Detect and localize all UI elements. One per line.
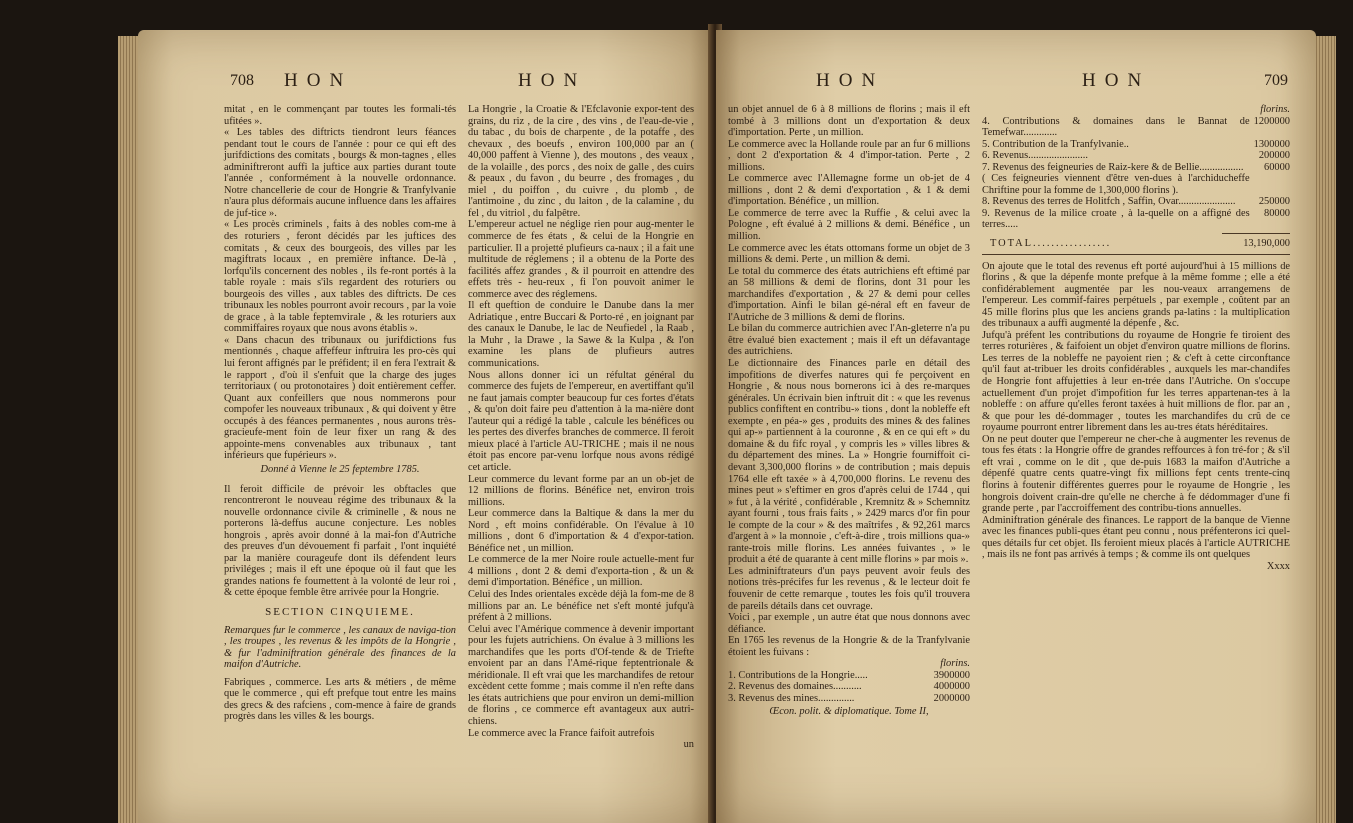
paragraph: On ajoute que le total des revenus eft porté aujourd'hui à 15 millions de florins , & que la dépenfe monte prefque à la même fomme ; elle a été confidérablement augmentée par les nou-veaux arrangemens de l'empereur. Les commif-faires perpétuels , par exemple , coûtent par an 45 mille florins plus que les anciens grands pa-latins : la multiplication des tribunaux a auffi augmenté la dépenfe , &c. <box>982 260 1290 330</box>
page-number-right: 709 <box>1264 72 1288 89</box>
total-value: 13,190,000 <box>1243 238 1290 250</box>
paragraph: mitat , en le commençant par toutes les formali-tés ufitées ». <box>224 104 456 127</box>
paragraph: Leur commerce dans la Baltique & dans la mer du Nord , eft moins confidérable. On l'évalue à 10 millions , dont 6 d'importation & 4 d'expor-tation. Bénéfice net , un million. <box>468 508 694 554</box>
paragraph: Celui des Indes orientales excède déjà la fom-me de 8 millions par an. Le bénéfice net s'eft monté jufqu'à préfent à 2 millions. <box>468 588 694 624</box>
row-label: 1. Contributions de la Hongrie..... <box>728 669 868 681</box>
left-page <box>138 30 713 823</box>
catchword: Xxxx <box>1266 560 1290 572</box>
right-page <box>716 30 1316 823</box>
row-label: 3. Revenus des mines.............. <box>728 692 855 704</box>
row-label: 8. Revenus des terres de Holitfch , Saffin, Ovar...................... <box>982 196 1236 208</box>
table-row <box>982 162 1290 174</box>
page-edges-left <box>118 36 138 823</box>
paragraph: Il eft queftion de conduire le Danube dans la mer Adriatique , entre Buccari & Porto-ré , en joignant par des canaux le Danube, le lac de Neufiedel , la Raab , la Muhr , la Drawe , la Sawe & la Kulpa , & l'on examine les plans de plufieurs autres communications. <box>468 300 694 370</box>
revenue-table-a <box>728 670 970 705</box>
paragraph: Le commerce avec la France faifoit autrefois <box>468 727 655 739</box>
page-number-left: 708 <box>230 72 254 89</box>
table-row <box>982 173 1290 196</box>
right-column-1 <box>728 104 970 718</box>
paragraph: Jufqu'à préfent les contributions du royaume de Hongrie fe tiroient des terres roturières , & faifoient un objet d'environ quatre millions de florins. Les terres de la nobleffe ne payoient rien ; & c'eft à cette circonftance qu'il faut at-tribuer les droits confidérables , auxquels les mar-chandifes de Hongrie font affujetties à leur en-trée dans l'Autriche. On s'occupe actuellement d'un projet d'impofition fur les terres appartenan-tes à la nobleffe : on affure qu'elles feront taxées à huit millions de flor. par an , & que pour les dé-dommager , toutes les marchandifes du crû de ce royaume pourront entrer librement dans les au-tres états héréditaires. <box>982 329 1290 434</box>
paragraph: Le commerce avec l'Allemagne forme un ob-jet de 4 millions , dont 2 & demi d'exportation , & 1 & demi d'importation. Bénéfice , un million. <box>728 173 970 208</box>
row-note: ( Ces feigneuries viennent d'être ven-dues à l'archiducheffe Chriftine pour la fomme de 1,300,000 florins ). <box>982 173 1250 196</box>
row-value: 60000 <box>1264 161 1290 173</box>
paragraph: Le commerce avec la Hollande roule par an fur 6 millions , dont 2 d'exportation & 4 d'impor-tation. Perte , 2 millions. <box>728 138 970 173</box>
row-value <box>1250 173 1290 196</box>
paragraph: Le total du commerce des états autrichiens eft eftimé par an 58 millions & demi de florins, dont 31 pour les marchandifes d'exportation , & 27 & demi pour celles d'importation. Ainfi le bilan gé-néral eft en faveur de l'Autriche de 3 millions & demi de florins. <box>728 265 970 323</box>
table-row <box>982 139 1290 151</box>
paragraph: Celui avec l'Amérique commence à devenir important pour les fujets autrichiens. On évalue à 3 millions les marchandifes que les ports d'Of-tende & de Triefte envoient par an dans l'Amé-rique feptentrionale & méridionale. Il eft vrai que les marchandifes de retour excèdent cette fomme ; mais comme il n'en refte dans les états autrichiens que pour environ un demi-million de florins , ce commerce eft avantageux aux autri-chiens. <box>468 623 694 727</box>
paragraph: Le bilan du commerce autrichien avec l'An-gleterre n'a pu être évalué bien exactement ; mais il eft un défavantage des autrichiens. <box>728 323 970 358</box>
row-value: 1300000 <box>1253 138 1290 150</box>
row-label: 5. Contribution de la Tranfylvanie.. <box>982 138 1129 150</box>
table-row <box>982 208 1290 231</box>
paragraph: La Hongrie , la Croatie & l'Efclavonie expor-tent des grains, du riz , de la cire , des vins , de l'eau-de-vie , du tabac , du bois de charpente , de la potaffe , des chevaux , des boeufs , environ 100,000 par an ( 40,000 paffent à Vienne ), des moutons , des veaux , de la volaille , des porcs , des noix de galle , des cuirs & peaux , du favon , du beurre , des fromages , du miel , du poiffon , du cuivre , du plomb , de l'antimoine , du zinc , du laiton , de la calamine , du fel , du vitriol , du falpêtre. <box>468 104 694 219</box>
row-value: 200000 <box>1258 150 1290 162</box>
revenue-table-b <box>982 116 1290 231</box>
table-row <box>728 693 970 705</box>
signature-footer: Œcon. polit. & diplomatique. Tome II, <box>769 706 929 718</box>
page-edges-right <box>1316 36 1336 823</box>
table-row <box>982 196 1290 208</box>
row-label: 7. Revenus des feigneuries de Raiz-kere & de Bellie................. <box>982 161 1244 173</box>
running-head-right-b: HON <box>1082 70 1151 91</box>
running-head-left-a: HON <box>284 70 353 91</box>
running-head-left-b: HON <box>518 70 587 91</box>
running-head-right-a: HON <box>816 70 885 91</box>
row-value: 1200000 <box>1253 115 1290 127</box>
unit-label: florins. <box>1260 104 1290 115</box>
paragraph: Il feroit difficile de prévoir les obftacles que rencontreront le nouveau régime des tribunaux & la nouvelle ordonnance civile & criminelle , & nous ne porterons là-deffus aucune conjecture. Les nobles hongrois , après avoir donné à la mai-fon d'Autriche des preuves d'un dévouement fi parfait , l'ont inquiété par la manière courageufe dont ils défendent leurs priviléges ; mais il eft une époque où il faut que les grandes nations fe foumettent à la volonté de leur roi , & cette époque femble être arrivée pour la Hongrie. <box>224 483 456 599</box>
paragraph: Le commerce avec les états ottomans forme un objet de 3 millions & demi. Perte , un million & demi. <box>728 242 970 266</box>
paragraph: « Les procès criminels , faits à des nobles com-me à des roturiers , feront décidés par les juftices des comitats , & ceux des bourgeois, des villes par les magiftrats locaux , en première inftance. De-là , lorfqu'ils concernent des nobles , ils fe-ront portés à la table royale : mais s'ils regardent des roturiers ou bourgeois des villes , aux tables des diftricts. De ces tribunaux les nobles pourront avoir recours , par la voie de grace , à la table feptemvirale , & les roturiers aux commiffaires royaux que nous avons établis ». <box>224 219 456 335</box>
row-label: 9. Revenus de la milice croate , à la-quelle on a affigné des terres..... <box>982 207 1250 231</box>
paragraph: Le dictionnaire des Finances parle en détail des impofitions de diverfes natures qui fe perçoivent en Hongrie , & nous nous bornerons ici à des re-marques générales. Un écrivain bien inftruit dit : « que les revenus publics confiftent en contribu-» tions , dont la nobleffe eft exempte , en péa-» ges , produits des mines & des falines qui ap-» partiennent à la couronne , & en ce qui eft » du domaine & du fifc royal , y compris les » villes libres & du département des mines. La » Hongrie fourniffoit ci-devant 3,300,000 florins » de contribution ; mais depuis 1764 elle eft taxée » à 4,700,000 florins. Le revenu des mines peut » s'eftimer en gros d'après celui de 1744 , qui » fut , à la vérité , confidérable , Kremnitz & » Schemnitz ayant fourni , tous frais faits , » 2429 marcs d'or fin pour le compte de la cour » & des maîtrifes , & 92,261 marcs d'argent à » la monnoie , c'eft-à-dire , trois millions qua-» rante-trois mille florins. Les années fuivantes , » le produit a été de quarante à cent mille florins » par mois ». <box>728 358 970 566</box>
sum-rule <box>1222 233 1290 234</box>
table-row <box>728 670 970 682</box>
row-label: 6. Revenus....................... <box>982 150 1088 162</box>
left-column-1 <box>224 104 456 723</box>
paragraph: « Dans chacun des tribunaux ou jurifdictions fus mentionnés , chaque affeffeur inftruira les pro-cès qui lui feront affignés par le préfident; il en fera l'extrait & le rapport , d'où il s'enfuit que la charge des juges territoriaux ( ou protonotaires ) doit entièrement ceffer. Quant aux confeillers que nous nommerons pour compofer les nouveaux tribunaux , & qui doivent y être occupés à des féances permanentes , nous aurons très-gracieufe-ment foin de leur fixer un rang & des appointe-mens convenables aux tribunaux , tant inférieurs que fupérieurs ». <box>224 334 456 462</box>
unit-label: florins. <box>940 658 970 670</box>
table-row <box>982 116 1290 139</box>
table-row <box>982 150 1290 162</box>
row-label: 2. Revenus des domaines........... <box>728 681 862 693</box>
total-table <box>982 238 1290 250</box>
paragraph: L'empereur actuel ne néglige rien pour aug-menter le commerce de fes états , & celui de la Hongrie en particulier. Il a projetté plufieurs ca-naux ; il a fait une multitude de réglemens ; il a obtenu de la Porte des facilités affez grandes , & il pourroit en attendre des effets très - heu-reux , fi l'on pouvoit animer le commerce avec des réglemens. <box>468 219 694 300</box>
divider <box>982 254 1290 255</box>
paragraph: Fabriques , commerce. Les arts & métiers , de même que le commerce , qui eft prefque tout entre les mains des grecs & des rafciens , com-mence à faire de grands progrès dans les villes & les bourgs. <box>224 676 456 723</box>
paragraph: Leur commerce du levant forme par an un ob-jet de 12 millions de florins. Bénéfice net, environ trois millions. <box>468 473 694 508</box>
paragraph: Le commerce de la mer Noire roule actuelle-ment fur 4 millions , dont 2 & demi d'exporta-tion , & un & demi d'importation. Bénéfice , un million. <box>468 554 694 589</box>
paragraph: Les adminiftrateurs d'un pays peuvent avoir feuls des notions très-précifes fur les revenus , & le lecteur doit fe fouvenir de cette remarque , toutes les fois qu'il trouvera de pareils détails dans cet ouvrage. <box>728 565 970 612</box>
row-value: 250000 <box>1258 196 1290 208</box>
paragraph: un objet annuel de 6 à 8 millions de florins ; mais il eft tombé à 3 millions dont un d'exportation & deux d'importation. Perte , un million. <box>728 104 970 139</box>
paragraph: Le commerce de terre avec la Ruffie , & celui avec la Pologne , eft évalué à 2 millions & demi. Bénéfice , un million. <box>728 207 970 243</box>
row-value: 80000 <box>1264 207 1290 219</box>
paragraph: Voici , par exemple , un autre état que nous donnons avec défiance. <box>728 612 970 635</box>
right-column-2 <box>982 104 1290 572</box>
catchword: un <box>683 739 694 751</box>
table-row <box>728 681 970 693</box>
row-value: 3900000 <box>933 669 970 681</box>
row-value: 2000000 <box>933 692 970 704</box>
paragraph: En 1765 les revenus de la Hongrie & de la Tranfylvanie étoient les fuivans : <box>728 635 970 658</box>
total-label: TOTAL................. <box>990 238 1112 250</box>
row-label: 4. Contributions & domaines dans le Bannat de Temefwar............. <box>982 115 1250 139</box>
section-subtitle: Remarques fur le commerce , les canaux de naviga-tion , les troupes , les revenus & les impôts de la Hongrie , & fur l'adminiftration générale des finances de la maifon d'Autriche. <box>224 624 456 671</box>
paragraph: « Les tables des diftricts tiendront leurs féances pendant tout le cours de l'année : pour ce qui eft des jurifdictions des comitats , bourgs & mon-tagnes , elles adminiftreront auffi la juftice aux parties durant toute l'année , conformément à la nouvelle ordonnance. Notre chancellerie de cour de Hongrie & Tranfylvanie n'aura plus déformais aucune influence dans les affaires de juf-tice ». <box>224 127 456 219</box>
dateline: Donné à Vienne le 25 feptembre 1785. <box>260 463 420 475</box>
section-title: SECTION CINQUIEME. <box>265 605 415 618</box>
left-column-2 <box>468 104 694 751</box>
paragraph: Nous allons donner ici un réfultat général du commerce des fujets de l'empereur, en avertiffant qu'il ne faut jamais compter beaucoup fur ces fortes d'états , & qu'on doit faire peu d'attention à la ma-nière dont l'auteur qui a rédigé la table , calcule les bénéfices ou les pertes des diverfes branches de commerce. Il feroit mieux placé à l'article AU-TRICHE ; mais il ne nous étoit pas encore par-venu lorfque nous avons rédigé cet article. <box>468 369 694 473</box>
total-row <box>982 238 1290 250</box>
paragraph: Adminiftration générale des finances. Le rapport de la banque de Vienne avec les finances publi-ques étant peu connu , nous préfenterons ici quel-ques détails fur cet objet. Ils feroient mieux placés à l'article AUTRICHE , mais ils ne font pas arrivés à temps ; & comme ils ont quelques <box>982 514 1290 561</box>
paragraph: On ne peut douter que l'empereur ne cher-che à augmenter les revenus de tous fes états : la Hongrie offre de grandes reffources à fon tré-for ; & s'il eft vrai , comme on le dit , que de-puis 1683 la maifon d'Autriche a dépenfé quatre cents quatre-vingt fix millions fept cents trente-cinq florins à foutenir différentes guerres pour le royaume de Hongrie , les hongrois doivent crain-dre qu'elle ne cherche à fe dédommager d'une fi grande perte , par l'accroiffement des contribu-tions annuelles. <box>982 433 1290 515</box>
row-value: 4000000 <box>933 681 970 693</box>
